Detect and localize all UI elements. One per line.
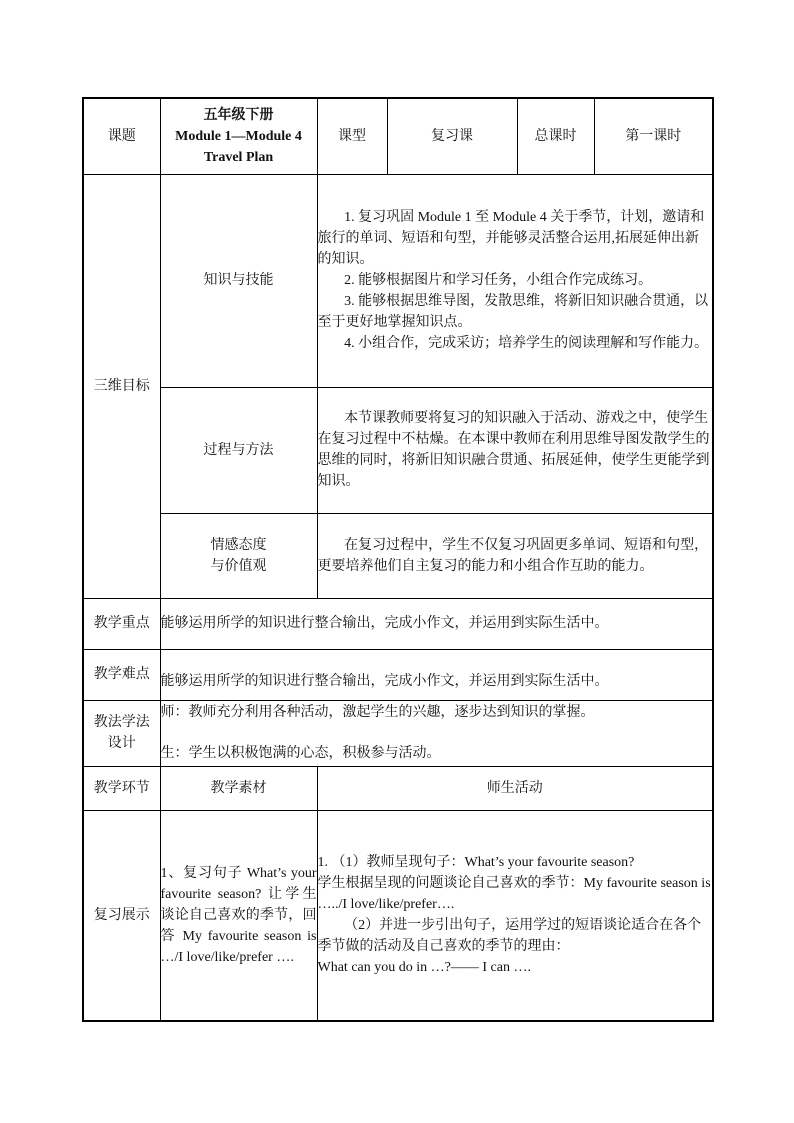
review-stage: 复习展示 — [83, 810, 160, 1021]
lesson-title — [160, 98, 317, 174]
difficulty-text: 能够运用所学的知识进行整合输出，完成小作文，并运用到实际生活中。 — [160, 649, 713, 700]
method-label-line1: 教法学法 — [93, 714, 150, 730]
method-teacher: 师：教师充分利用各种活动，激起学生的兴趣，逐步达到知识的掌握。 — [160, 704, 595, 720]
method-label — [83, 700, 160, 766]
review-material: 1、复习句子 What’s your favourite season? 让学生谈论自己喜欢的季节，回答 My favourite season is …/I love/like/prefer …. — [160, 810, 317, 1021]
knowledge-item-1: 1. 复习巩固 Module 1 至 Module 4 关于季节，计划，邀请和旅行的单词、短语和句型，并能够灵活整合运用,拓展延伸出新的知识。 — [317, 210, 705, 267]
goal-knowledge-row — [83, 174, 713, 387]
review-row — [83, 810, 713, 1021]
stage-header: 教学环节 — [83, 766, 160, 810]
activity-header: 师生活动 — [317, 766, 713, 810]
goal-attitude-row — [83, 513, 713, 598]
goal-process-row — [83, 387, 713, 513]
lesson-plan-table — [82, 97, 714, 1022]
method-content — [160, 700, 713, 766]
type-value: 复习课 — [387, 98, 517, 174]
header-row — [83, 98, 713, 174]
method-row — [83, 700, 713, 766]
lesson-title-line1: 五年级下册 — [203, 107, 274, 123]
three-dimensional-goals-label: 三维目标 — [83, 174, 160, 598]
method-label-line2: 设计 — [107, 735, 136, 751]
difficulty-label: 教学难点 — [83, 649, 160, 700]
knowledge-skills-content — [317, 174, 713, 387]
process-method-content — [317, 387, 713, 513]
review-activity-line1: 1. （1）教师呈现句子：What’s your favourite season? — [317, 855, 635, 871]
process-method-text: 本节课教师要将复习的知识融入于活动、游戏之中，使学生在复习过程中不枯燥。在本课中教师在利用思维导图发散学生的思维的同时，将新旧知识融合贯通、拓展延伸，使学生更能学到知识。 — [317, 410, 710, 489]
attitude-values-text: 在复习过程中，学生不仅复习巩固更多单词、短语和句型，更要培养他们自主复习的能力和小组合作互助的能力。 — [317, 536, 709, 574]
attitude-values-content — [317, 513, 713, 598]
knowledge-item-2: 2. 能够根据图片和学习任务，小组合作完成练习。 — [344, 273, 653, 288]
lesson-title-line2: Module 1—Module 4 — [175, 128, 302, 144]
knowledge-item-4: 4. 小组合作，完成采访；培养学生的阅读理解和写作能力。 — [344, 336, 709, 351]
lesson-plan-sheet — [82, 97, 712, 1022]
difficulty-row — [83, 649, 713, 700]
periods-value: 第一课时 — [594, 98, 713, 174]
periods-label: 总课时 — [517, 98, 594, 174]
process-method-label: 过程与方法 — [160, 387, 317, 513]
attitude-label-line1: 情感态度 — [210, 536, 267, 553]
key-point-label: 教学重点 — [83, 598, 160, 649]
attitude-values-label — [160, 513, 317, 598]
review-activity-line4: What can you do in …?—— I can …. — [317, 960, 531, 976]
type-label: 课型 — [317, 98, 387, 174]
procedure-header-row — [83, 766, 713, 810]
material-header: 教学素材 — [160, 766, 317, 810]
key-point-row — [83, 598, 713, 649]
attitude-label-line2: 与价值观 — [210, 557, 267, 574]
review-activity-line3: （2）并进一步引出句子，运用学过的短语谈论适合在各个季节做的活动及自己喜欢的季节的理由： — [317, 918, 702, 955]
key-point-text: 能够运用所学的知识进行整合输出，完成小作文，并运用到实际生活中。 — [160, 598, 713, 649]
method-student: 生：学生以积极饱满的心态，积极参与活动。 — [160, 745, 441, 761]
knowledge-skills-label: 知识与技能 — [160, 174, 317, 387]
lesson-title-line3: Travel Plan — [203, 149, 274, 165]
topic-label: 课题 — [83, 98, 160, 174]
review-activity — [317, 810, 713, 1021]
knowledge-item-3: 3. 能够根据思维导图，发散思维，将新旧知识融合贯通，以至于更好地掌握知识点。 — [317, 294, 709, 330]
review-activity-line2: 学生根据呈现的问题谈论自己喜欢的季节：My favourite season is …../I love/like/prefer…. — [317, 876, 711, 913]
